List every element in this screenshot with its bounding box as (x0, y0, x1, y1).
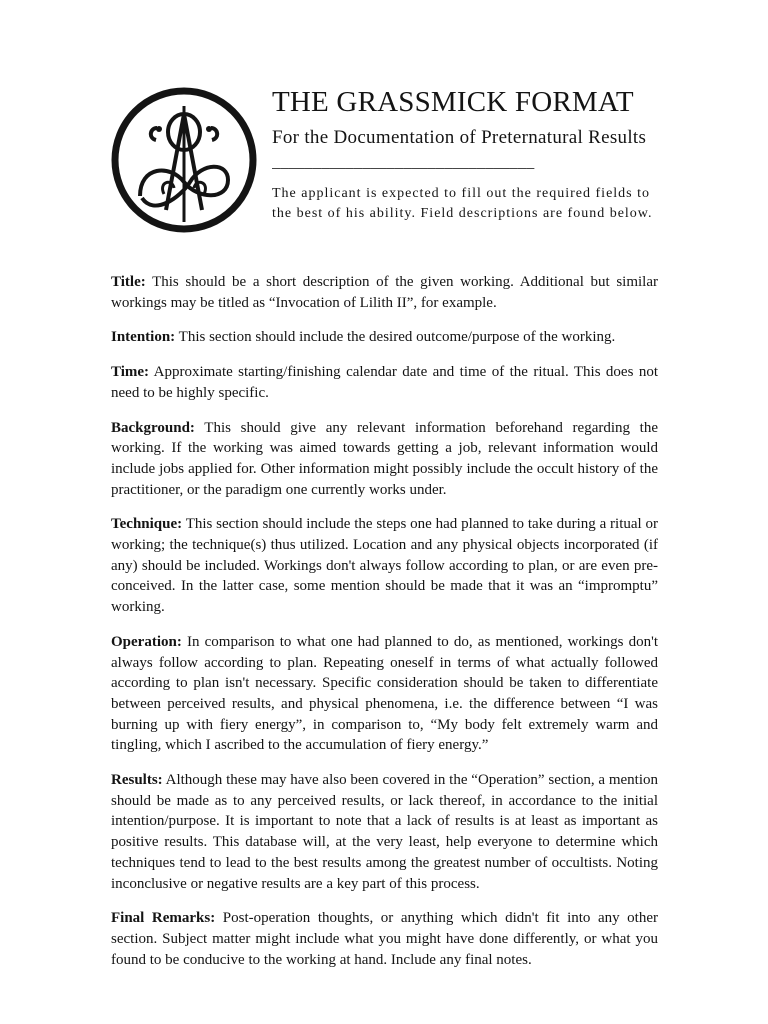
field-label: Time: (111, 364, 150, 381)
instructions-text: The applicant is expected to fill out the required fields to the best of his ability. Field descriptions are found below. (272, 186, 653, 221)
field-label: Intention: (111, 329, 176, 346)
field-description: Post-operation thoughts, or anything which didn't fit into any other section. Subject matter might include what you might have done differently, or what you found to be conducive to the working at hand. Include any final notes. (111, 910, 658, 968)
field-technique (111, 514, 658, 618)
field-label: Results: (111, 772, 163, 789)
field-title (111, 272, 658, 313)
field-background (111, 418, 658, 501)
field-description: In comparison to what one had planned to do, as mentioned, workings don't always follow according to plan. Repeating oneself in terms of what actually followed according to plan isn't necessary. Specific consideration should be taken to differentiate between perceived results, and physical phenomena, i.e. the difference between “I was burning up with fiery energy”, in comparison to, “My body felt extremely warm and tingling, which I ascribed to the accumulation of fiery energy.” (111, 633, 658, 754)
field-time (111, 362, 658, 403)
field-label: Operation: (111, 633, 182, 650)
field-description: This should give any relevant information beforehand regarding the working. If the working was aimed towards getting a job, relevant information would include jobs applied for. Other information might possibly include the occult history of the practitioner, or the paradigm one currently works under. (111, 419, 658, 498)
field-results (111, 770, 658, 894)
field-label: Final Remarks: (111, 910, 216, 927)
field-description: This section should include the desired outcome/purpose of the working. (178, 329, 616, 346)
document-title: THE GRASSMICK FORMAT (272, 86, 634, 118)
document-subtitle: For the Documentation of Preternatural Results (272, 127, 647, 148)
field-description: Approximate starting/finishing calendar date and time of the ritual. This does not need to be highly specific. (111, 364, 658, 401)
field-description: This should be a short description of the given working. Additional but similar workings may be titled as “Invocation of Lilith II”, for example. (111, 274, 658, 311)
field-descriptions (111, 272, 658, 984)
field-description: This section should include the steps one had planned to take during a ritual or working; the technique(s) thus utilized. Location and any physical objects incorporated (if any) should be included. Workings don't always follow according to plan, or are even pre-conceived. In the latter case, some mention should be made that it was an “impromptu” working. (111, 516, 659, 616)
field-label: Background: (111, 419, 195, 436)
field-description: Although these may have also been covered in the “Operation” section, a mention should be made as to any perceived results, or lack thereof, in accordance to the initial intention/purpose. It is important to note that a lack of results is at least as important as positive results. This database will, at the very least, help everyone to determine which techniques tend to lead to the best results among the greatest number of occultists. Noting inconclusive or negative results are a key part of this process. (111, 772, 658, 892)
field-final-remarks (111, 908, 658, 970)
field-operation (111, 632, 658, 756)
title-block (272, 86, 672, 224)
field-label: Technique: (111, 516, 183, 533)
field-label: Title: (111, 274, 146, 290)
sigil-seal-icon (110, 86, 258, 234)
document-header (0, 0, 768, 250)
signature-rule: ________________________________ (272, 154, 535, 171)
field-intention (111, 327, 658, 348)
